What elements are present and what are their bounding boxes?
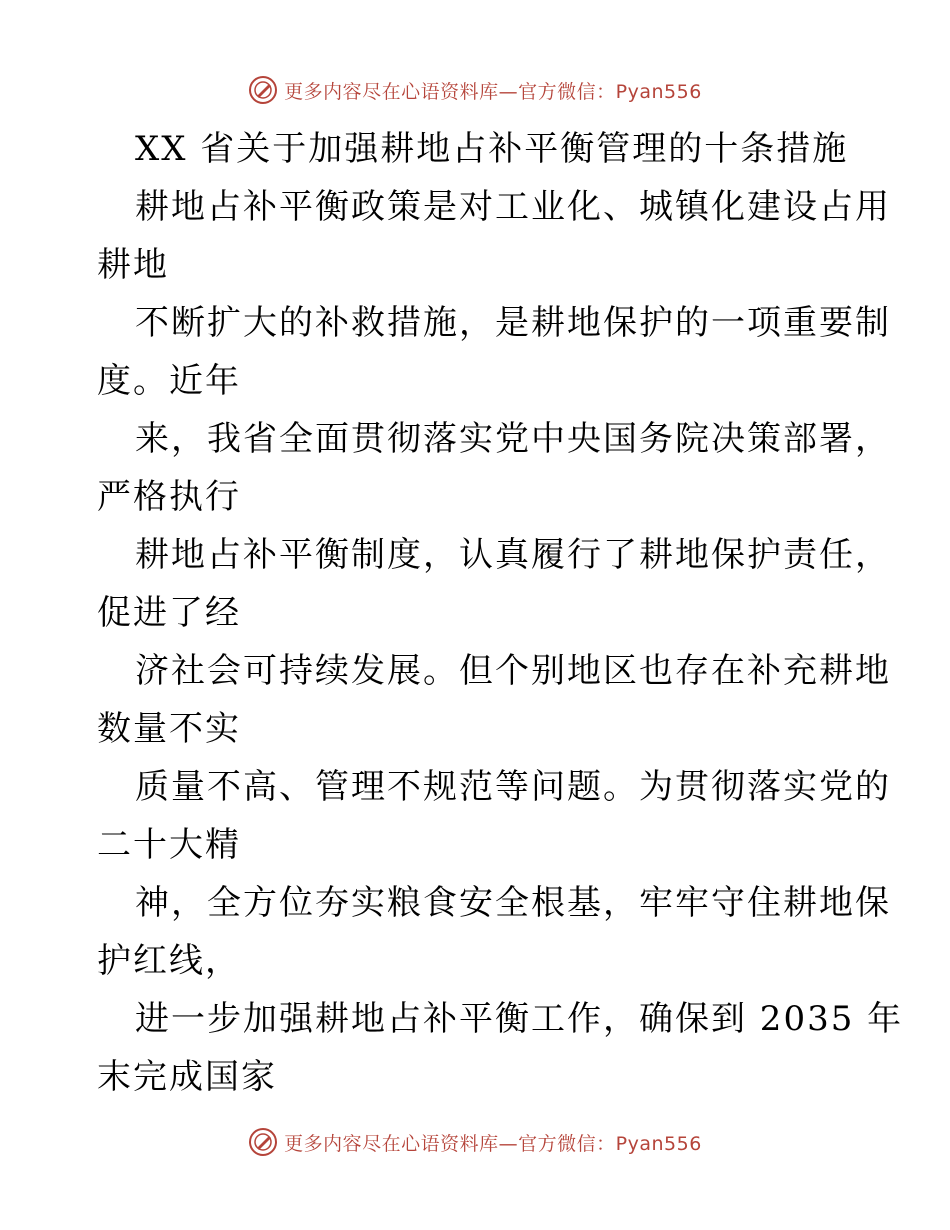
pen-logo-icon xyxy=(248,1127,278,1157)
pen-logo-icon xyxy=(248,75,278,105)
text-line: 耕地占补平衡制度，认真履行了耕地保护责任， xyxy=(135,535,891,575)
text-line: 来，我省全面贯彻落实党中央国务院决策部署， xyxy=(135,419,891,459)
text-line: 耕地 xyxy=(97,245,169,285)
text-line: 数量不实 xyxy=(97,709,241,749)
text-line: 质量不高、管理不规范等问题。为贯彻落实党的 xyxy=(135,767,891,807)
watermark-text: 更多内容尽在心语资料库—官方微信：Pyan556 xyxy=(284,1132,702,1155)
text-line: 度。近年 xyxy=(97,361,241,401)
text-line: 神，全方位夯实粮食安全根基，牢牢守住耕地保 xyxy=(135,883,891,923)
document-body xyxy=(97,120,904,1106)
text-line: 济社会可持续发展。但个别地区也存在补充耕地 xyxy=(135,651,891,691)
text-line: 末完成国家 xyxy=(97,1057,277,1097)
footer-watermark xyxy=(0,1122,950,1162)
text-line: 进一步加强耕地占补平衡工作，确保到 2035 年 xyxy=(135,999,904,1039)
header-watermark xyxy=(0,70,950,110)
text-line: 不断扩大的补救措施，是耕地保护的一项重要制 xyxy=(135,303,891,343)
text-line: 二十大精 xyxy=(97,825,241,865)
text-line: 耕地占补平衡政策是对工业化、城镇化建设占用 xyxy=(135,187,891,227)
watermark-text: 更多内容尽在心语资料库—官方微信：Pyan556 xyxy=(284,80,702,103)
text-line: 严格执行 xyxy=(97,477,241,517)
text-line: 促进了经 xyxy=(97,593,241,633)
text-line: XX 省关于加强耕地占补平衡管理的十条措施 xyxy=(135,129,849,169)
text-line: 护红线， xyxy=(97,941,241,981)
